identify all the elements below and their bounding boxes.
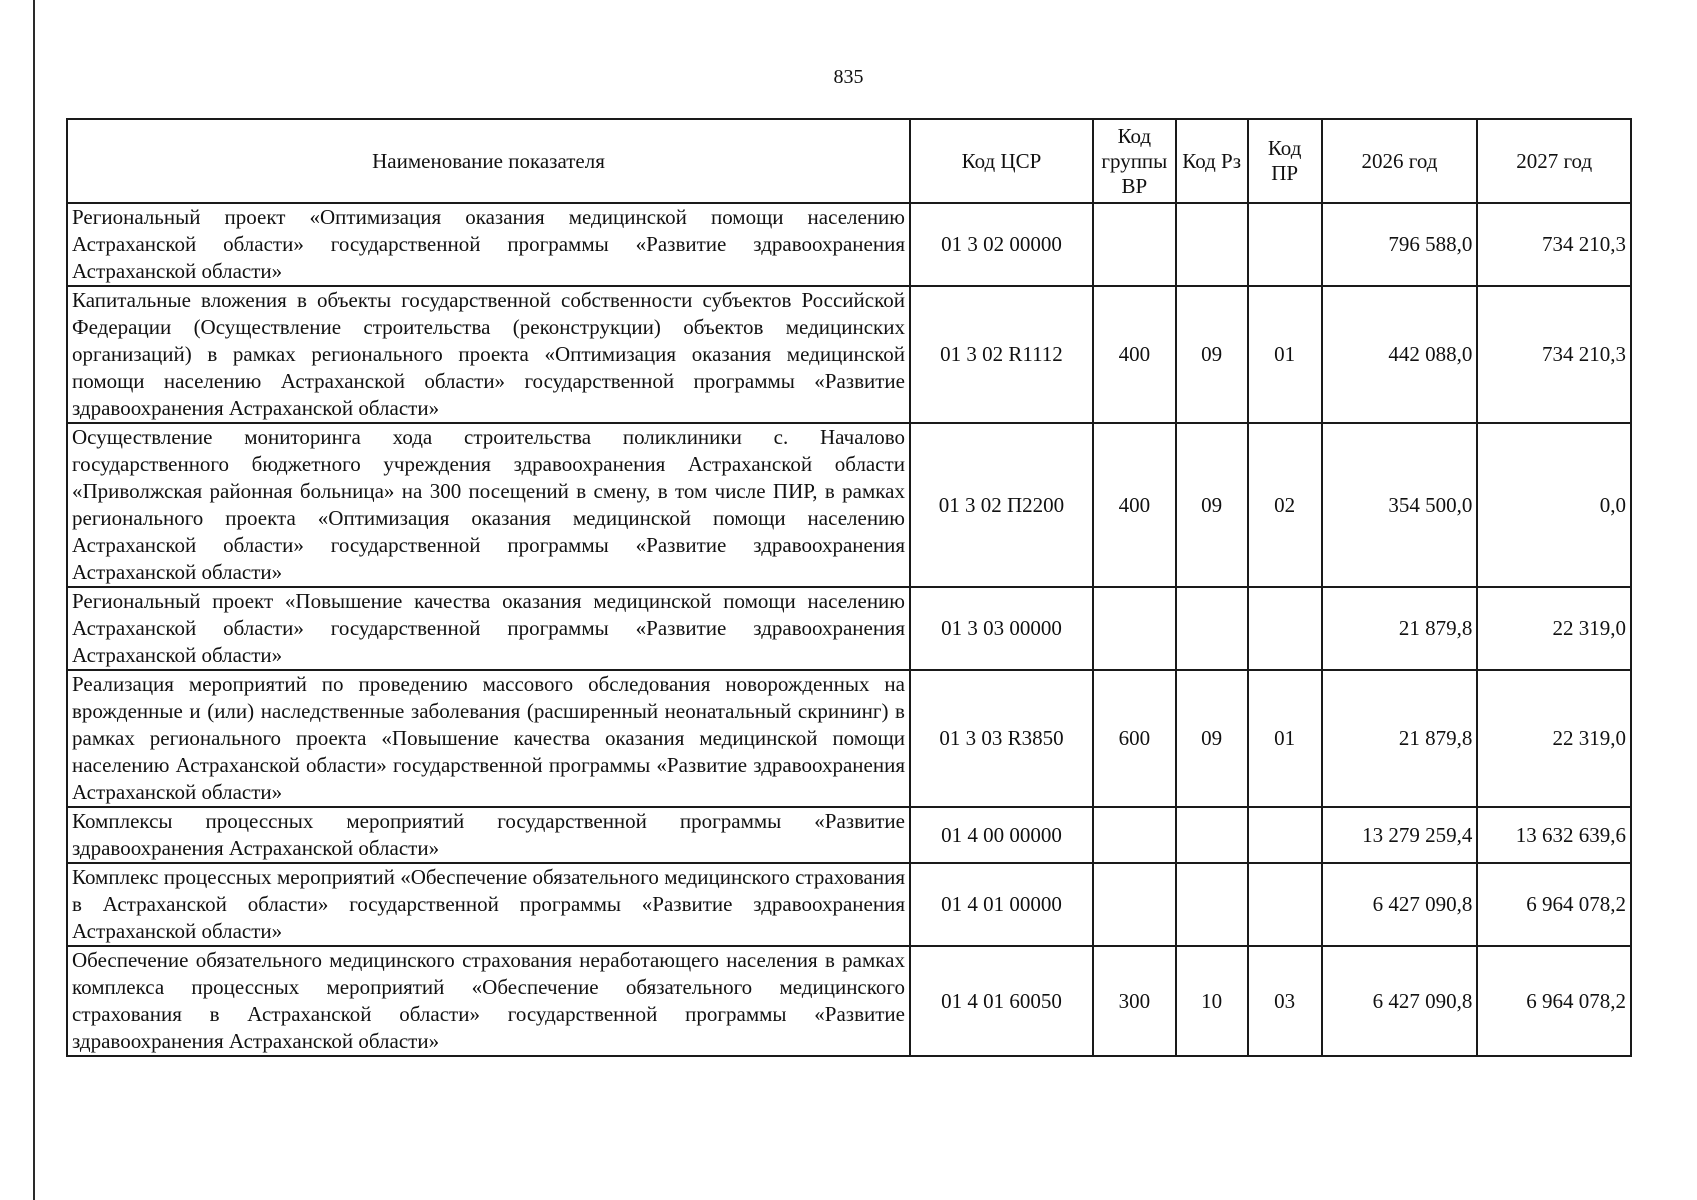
row-2026: 796 588,0	[1322, 203, 1478, 286]
row-2027: 0,0	[1477, 423, 1631, 587]
table-row	[67, 863, 1631, 946]
row-name: Комплекс процессных мероприятий «Обеспечение обязательного медицинского страхования в Астраханской области» государственной программы «Развитие здравоохранения Астраханской области»	[67, 863, 910, 946]
row-vr	[1093, 807, 1176, 863]
header-vr: Код группы ВР	[1093, 119, 1176, 203]
row-2026: 354 500,0	[1322, 423, 1478, 587]
row-csr: 01 3 02 00000	[910, 203, 1093, 286]
row-2027: 22 319,0	[1477, 587, 1631, 670]
row-2026: 21 879,8	[1322, 670, 1478, 807]
row-rz: 09	[1176, 670, 1248, 807]
table-row	[67, 587, 1631, 670]
header-name: Наименование показателя	[67, 119, 910, 203]
row-csr: 01 3 03 00000	[910, 587, 1093, 670]
row-rz	[1176, 587, 1248, 670]
row-vr	[1093, 587, 1176, 670]
scan-margin-line	[33, 0, 35, 1200]
header-rz: Код Рз	[1176, 119, 1248, 203]
row-name: Осуществление мониторинга хода строительства поликлиники с. Началово государственного бюджетного учреждения здравоохранения Астраханской области «Приволжская районная больница» на 300 посещений в смену, в том числе ПИР, в рамках регионального проекта «Оптимизация оказания медицинской помощи населению Астраханской области» государственной программы «Развитие здравоохранения Астраханской области»	[67, 423, 910, 587]
row-csr: 01 4 01 60050	[910, 946, 1093, 1056]
row-2027: 6 964 078,2	[1477, 863, 1631, 946]
row-vr	[1093, 203, 1176, 286]
row-rz: 10	[1176, 946, 1248, 1056]
row-2027: 734 210,3	[1477, 203, 1631, 286]
row-rz	[1176, 807, 1248, 863]
row-name: Региональный проект «Оптимизация оказания медицинской помощи населению Астраханской области» государственной программы «Развитие здравоохранения Астраханской области»	[67, 203, 910, 286]
row-pr	[1248, 863, 1322, 946]
row-csr: 01 4 01 00000	[910, 863, 1093, 946]
row-2026: 6 427 090,8	[1322, 946, 1478, 1056]
table-header-row	[67, 119, 1631, 203]
row-2026: 13 279 259,4	[1322, 807, 1478, 863]
table-row	[67, 946, 1631, 1056]
row-2026: 442 088,0	[1322, 286, 1478, 423]
header-2026: 2026 год	[1322, 119, 1478, 203]
row-2027: 734 210,3	[1477, 286, 1631, 423]
row-csr: 01 3 02 П2200	[910, 423, 1093, 587]
table-row	[67, 807, 1631, 863]
row-rz	[1176, 203, 1248, 286]
row-2026: 6 427 090,8	[1322, 863, 1478, 946]
header-pr: Код ПР	[1248, 119, 1322, 203]
row-2027: 6 964 078,2	[1477, 946, 1631, 1056]
table-row	[67, 203, 1631, 286]
table-row	[67, 670, 1631, 807]
row-pr: 01	[1248, 286, 1322, 423]
row-2027: 13 632 639,6	[1477, 807, 1631, 863]
row-rz: 09	[1176, 286, 1248, 423]
row-vr: 600	[1093, 670, 1176, 807]
row-name: Региональный проект «Повышение качества оказания медицинской помощи населению Астраханской области» государственной программы «Развитие здравоохранения Астраханской области»	[67, 587, 910, 670]
row-2026: 21 879,8	[1322, 587, 1478, 670]
row-vr	[1093, 863, 1176, 946]
row-name: Капитальные вложения в объекты государственной собственности субъектов Российской Федерации (Осуществление строительства (реконструкции) объектов медицинских организаций) в рамках регионального проекта «Оптимизация оказания медицинской помощи населению Астраханской области» государственной программы «Развитие здравоохранения Астраханской области»	[67, 286, 910, 423]
header-csr: Код ЦСР	[910, 119, 1093, 203]
row-csr: 01 3 02 R1112	[910, 286, 1093, 423]
header-2027: 2027 год	[1477, 119, 1631, 203]
row-name: Комплексы процессных мероприятий государственной программы «Развитие здравоохранения Астраханской области»	[67, 807, 910, 863]
row-pr	[1248, 587, 1322, 670]
row-vr: 300	[1093, 946, 1176, 1056]
row-vr: 400	[1093, 286, 1176, 423]
row-name: Реализация мероприятий по проведению массового обследования новорожденных на врожденные и (или) наследственные заболевания (расширенный неонатальный скрининг) в рамках регионального проекта «Повышение качества оказания медицинской помощи населению Астраханской области» государственной программы «Развитие здравоохранения Астраханской области»	[67, 670, 910, 807]
row-csr: 01 3 03 R3850	[910, 670, 1093, 807]
row-2027: 22 319,0	[1477, 670, 1631, 807]
row-pr: 02	[1248, 423, 1322, 587]
row-pr: 03	[1248, 946, 1322, 1056]
table-row	[67, 423, 1631, 587]
row-rz	[1176, 863, 1248, 946]
row-pr: 01	[1248, 670, 1322, 807]
row-vr: 400	[1093, 423, 1176, 587]
row-rz: 09	[1176, 423, 1248, 587]
table-row	[67, 286, 1631, 423]
row-pr	[1248, 807, 1322, 863]
row-pr	[1248, 203, 1322, 286]
row-name: Обеспечение обязательного медицинского страхования неработающего населения в рамках комплекса процессных мероприятий «Обеспечение обязательного медицинского страхования в Астраханской области» государственной программы «Развитие здравоохранения Астраханской области»	[67, 946, 910, 1056]
budget-table	[66, 118, 1632, 1057]
page-number: 835	[833, 66, 864, 88]
row-csr: 01 4 00 00000	[910, 807, 1093, 863]
